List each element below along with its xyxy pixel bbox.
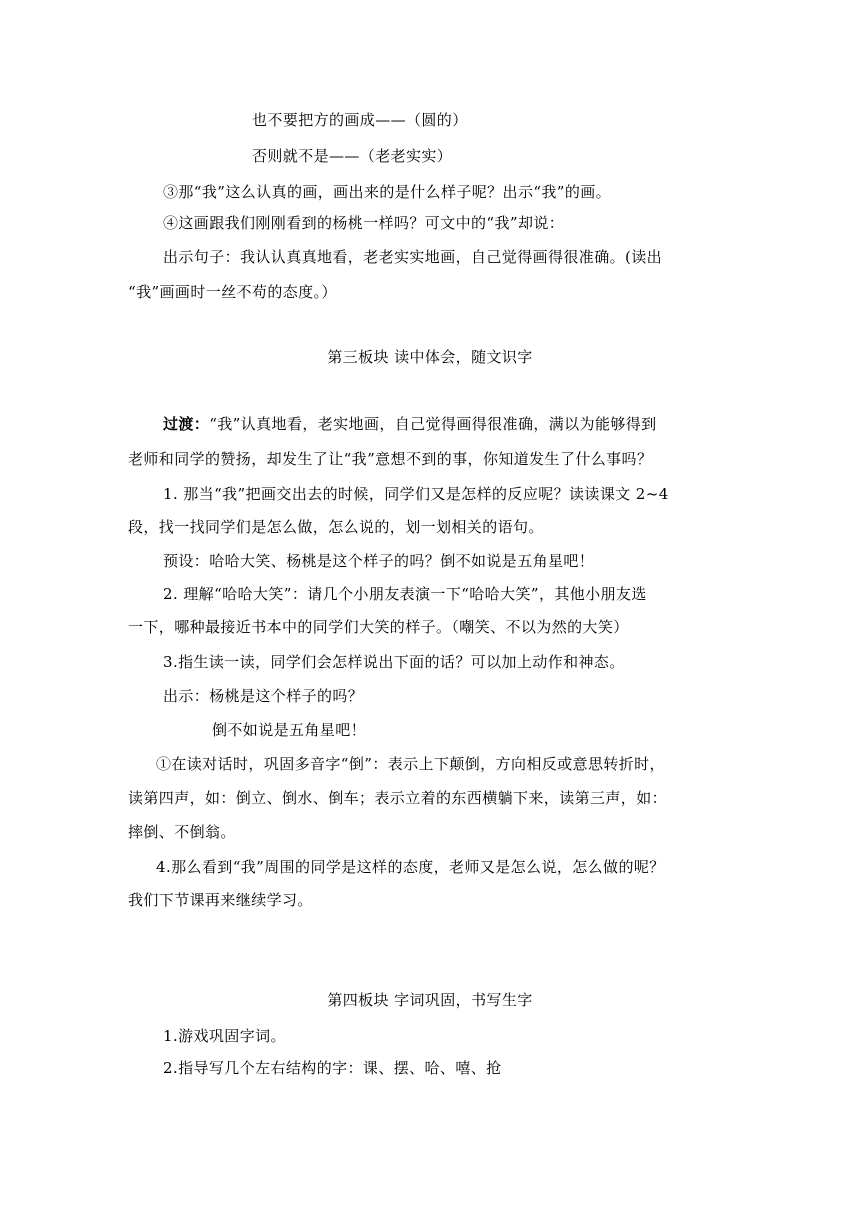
- text-line: [163, 414, 657, 434]
- text-line: 段，找一找同学们是怎么做，怎么说的，划一划相关的语句。: [128, 518, 544, 536]
- text-line: 2. 理解“哈哈大笑”：请几个小朋友表演一下“哈哈大笑”，其他小朋友选: [163, 585, 647, 603]
- text-line: 预设：哈哈大笑、杨桃是这个样子的吗？倒不如说是五角星吧！: [163, 552, 595, 570]
- text-line: 出示：杨桃是这个样子的吗？: [163, 687, 364, 705]
- section-heading-3: 第三板块 读中体会，随文识字: [327, 348, 533, 366]
- transition-text: “我”认真地看，老实地画，自己觉得画得很准确，满以为能够得到: [209, 415, 657, 433]
- text-line: 4.那么看到“我”周围的同学是这样的态度，老师又是怎么说，怎么做的呢？: [156, 858, 665, 876]
- text-line: 也不要把方的画成——（圆的）: [252, 111, 468, 129]
- text-line: 读第四声，如：倒立、倒水、倒车；表示立着的东西横躺下来，读第三声，如：: [128, 789, 668, 807]
- text-line: ③那“我”这么认真的画，画出来的是什么样子呢？出示“我”的画。: [163, 183, 612, 201]
- transition-label: 过渡：: [163, 415, 210, 433]
- text-line: 一下，哪种最接近书本中的同学们大笑的样子。（嘲笑、不以为然的大笑）: [128, 618, 629, 636]
- text-line: ①在读对话时，巩固多音字“倒”：表示上下颠倒，方向相反或意思转折时，: [156, 755, 665, 773]
- text-line: 1.游戏巩固字词。: [163, 1027, 286, 1045]
- text-line: 老师和同学的赞扬，却发生了让“我”意想不到的事，你知道发生了什么事吗？: [128, 450, 653, 468]
- text-line: ④这画跟我们刚刚看到的杨桃一样吗？可文中的“我”却说：: [163, 214, 565, 232]
- section-heading-4: 第四板块 字词巩固，书写生字: [327, 991, 533, 1009]
- text-line: 1. 那当“我”把画交出去的时候，同学们又是怎样的反应呢？读读课文 2~4: [163, 485, 669, 503]
- text-line: 2.指导写几个左右结构的字：课、摆、哈、嘻、抢: [163, 1059, 502, 1077]
- text-line: 摔倒、不倒翁。: [128, 823, 236, 841]
- text-line: “我”画画时一丝不苟的态度。）: [128, 283, 337, 301]
- text-line: 我们下节课再来继续学习。: [128, 891, 313, 909]
- text-line: 否则就不是——（老老实实）: [252, 147, 453, 165]
- text-line: 倒不如说是五角星吧！: [212, 721, 367, 739]
- text-line: 出示句子：我认认真真地看，老老实实地画，自己觉得画得很准确。(读出: [163, 248, 663, 266]
- text-line: 3.指生读一读，同学们会怎样说出下面的话？可以加上动作和神态。: [163, 653, 625, 671]
